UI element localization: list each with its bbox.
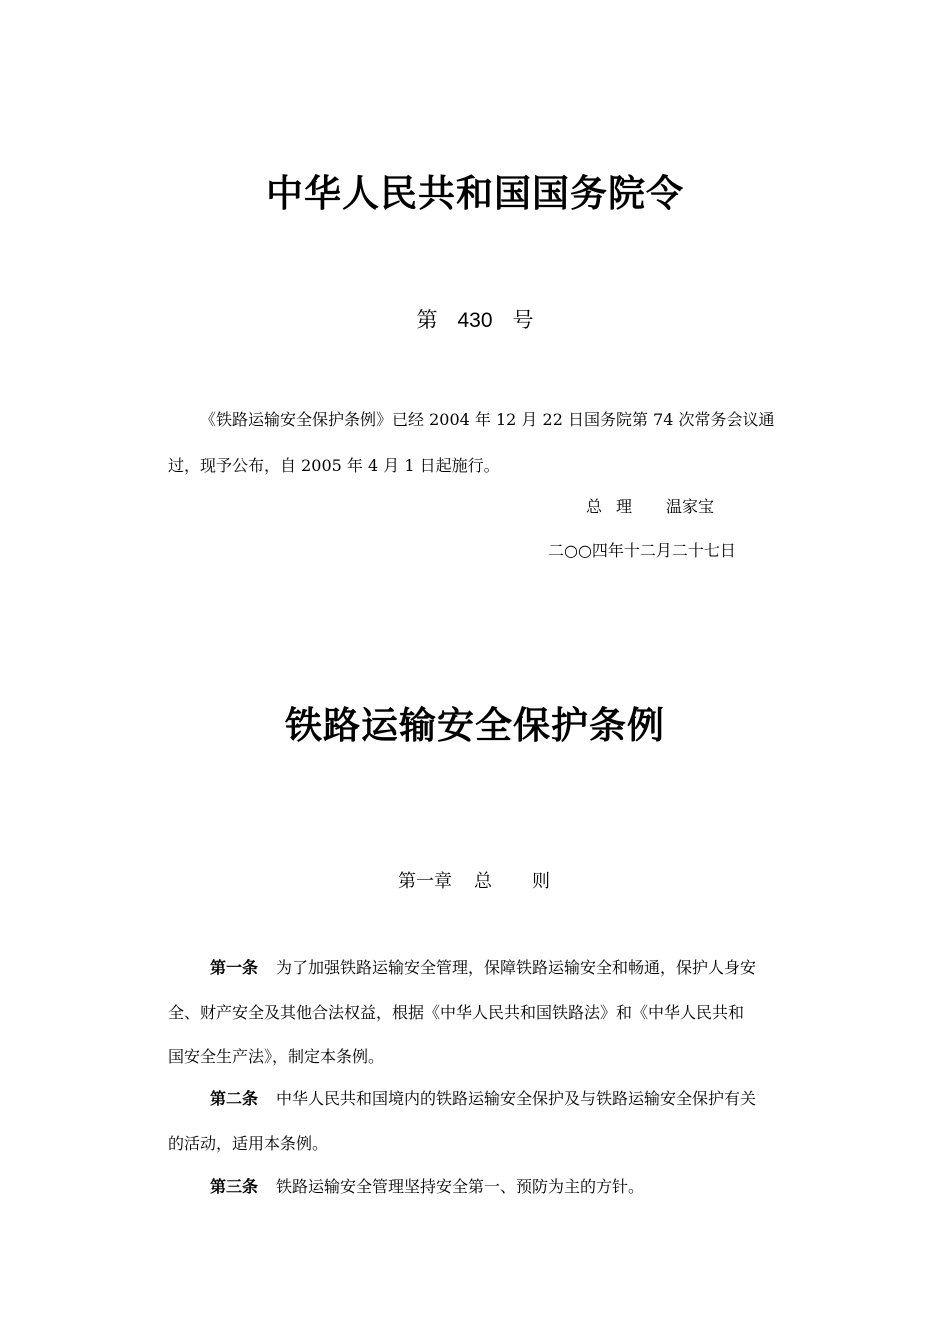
article-1-line-2: 全、财产安全及其他合法权益，根据《中华人民共和国铁路法》和《中华人民共和 — [168, 1003, 745, 1022]
signer-position-char-1: 总 — [586, 497, 603, 516]
article-1-line-3: 国安全生产法》，制定本条例。 — [168, 1047, 385, 1066]
article-2-line-2: 的活动，适用本条例。 — [168, 1134, 329, 1153]
decree-number-suffix: 号 — [512, 308, 534, 332]
chapter-name-char-2: 则 — [532, 871, 550, 892]
signer-position-char-2: 理 — [616, 497, 633, 516]
decree-text-line-1: 《铁路运输安全保护条例》已经 2004 年 12 月 22 日国务院第 74 次常务会议通 — [200, 410, 775, 429]
decree-number — [0, 306, 950, 335]
decree-signer — [586, 497, 714, 517]
chapter-number: 第一章 — [398, 871, 452, 892]
article-1-label: 第一条 — [210, 958, 259, 977]
article-1-text-1: 为了加强铁路运输安全管理，保障铁路运输安全和畅通，保护人身安 — [276, 958, 757, 977]
signer-name: 温家宝 — [666, 497, 715, 516]
decree-number-prefix: 第 — [416, 308, 438, 332]
article-2-label: 第二条 — [210, 1089, 259, 1108]
decree-text-line-2: 过，现予公布，自 2005 年 4 月 1 日起施行。 — [168, 456, 500, 475]
article-3-line-1 — [210, 1177, 644, 1197]
article-1-line-1 — [210, 958, 756, 978]
article-3-text-1: 铁路运输安全管理坚持安全第一、预防为主的方针。 — [276, 1177, 645, 1196]
decree-date: 二○○四年十二月二十七日 — [548, 541, 736, 560]
article-3-label: 第三条 — [210, 1177, 259, 1196]
chapter-heading — [398, 871, 550, 893]
article-2-text-1: 中华人民共和国境内的铁路运输安全保护及与铁路运输安全保护有关 — [276, 1089, 757, 1108]
decree-number-value: 430 — [457, 309, 493, 332]
regulation-title: 铁路运输安全保护条例 — [285, 703, 665, 747]
article-2-line-1 — [210, 1089, 756, 1109]
decree-title: 中华人民共和国国务院令 — [266, 171, 684, 215]
chapter-name-char-1: 总 — [474, 871, 492, 892]
